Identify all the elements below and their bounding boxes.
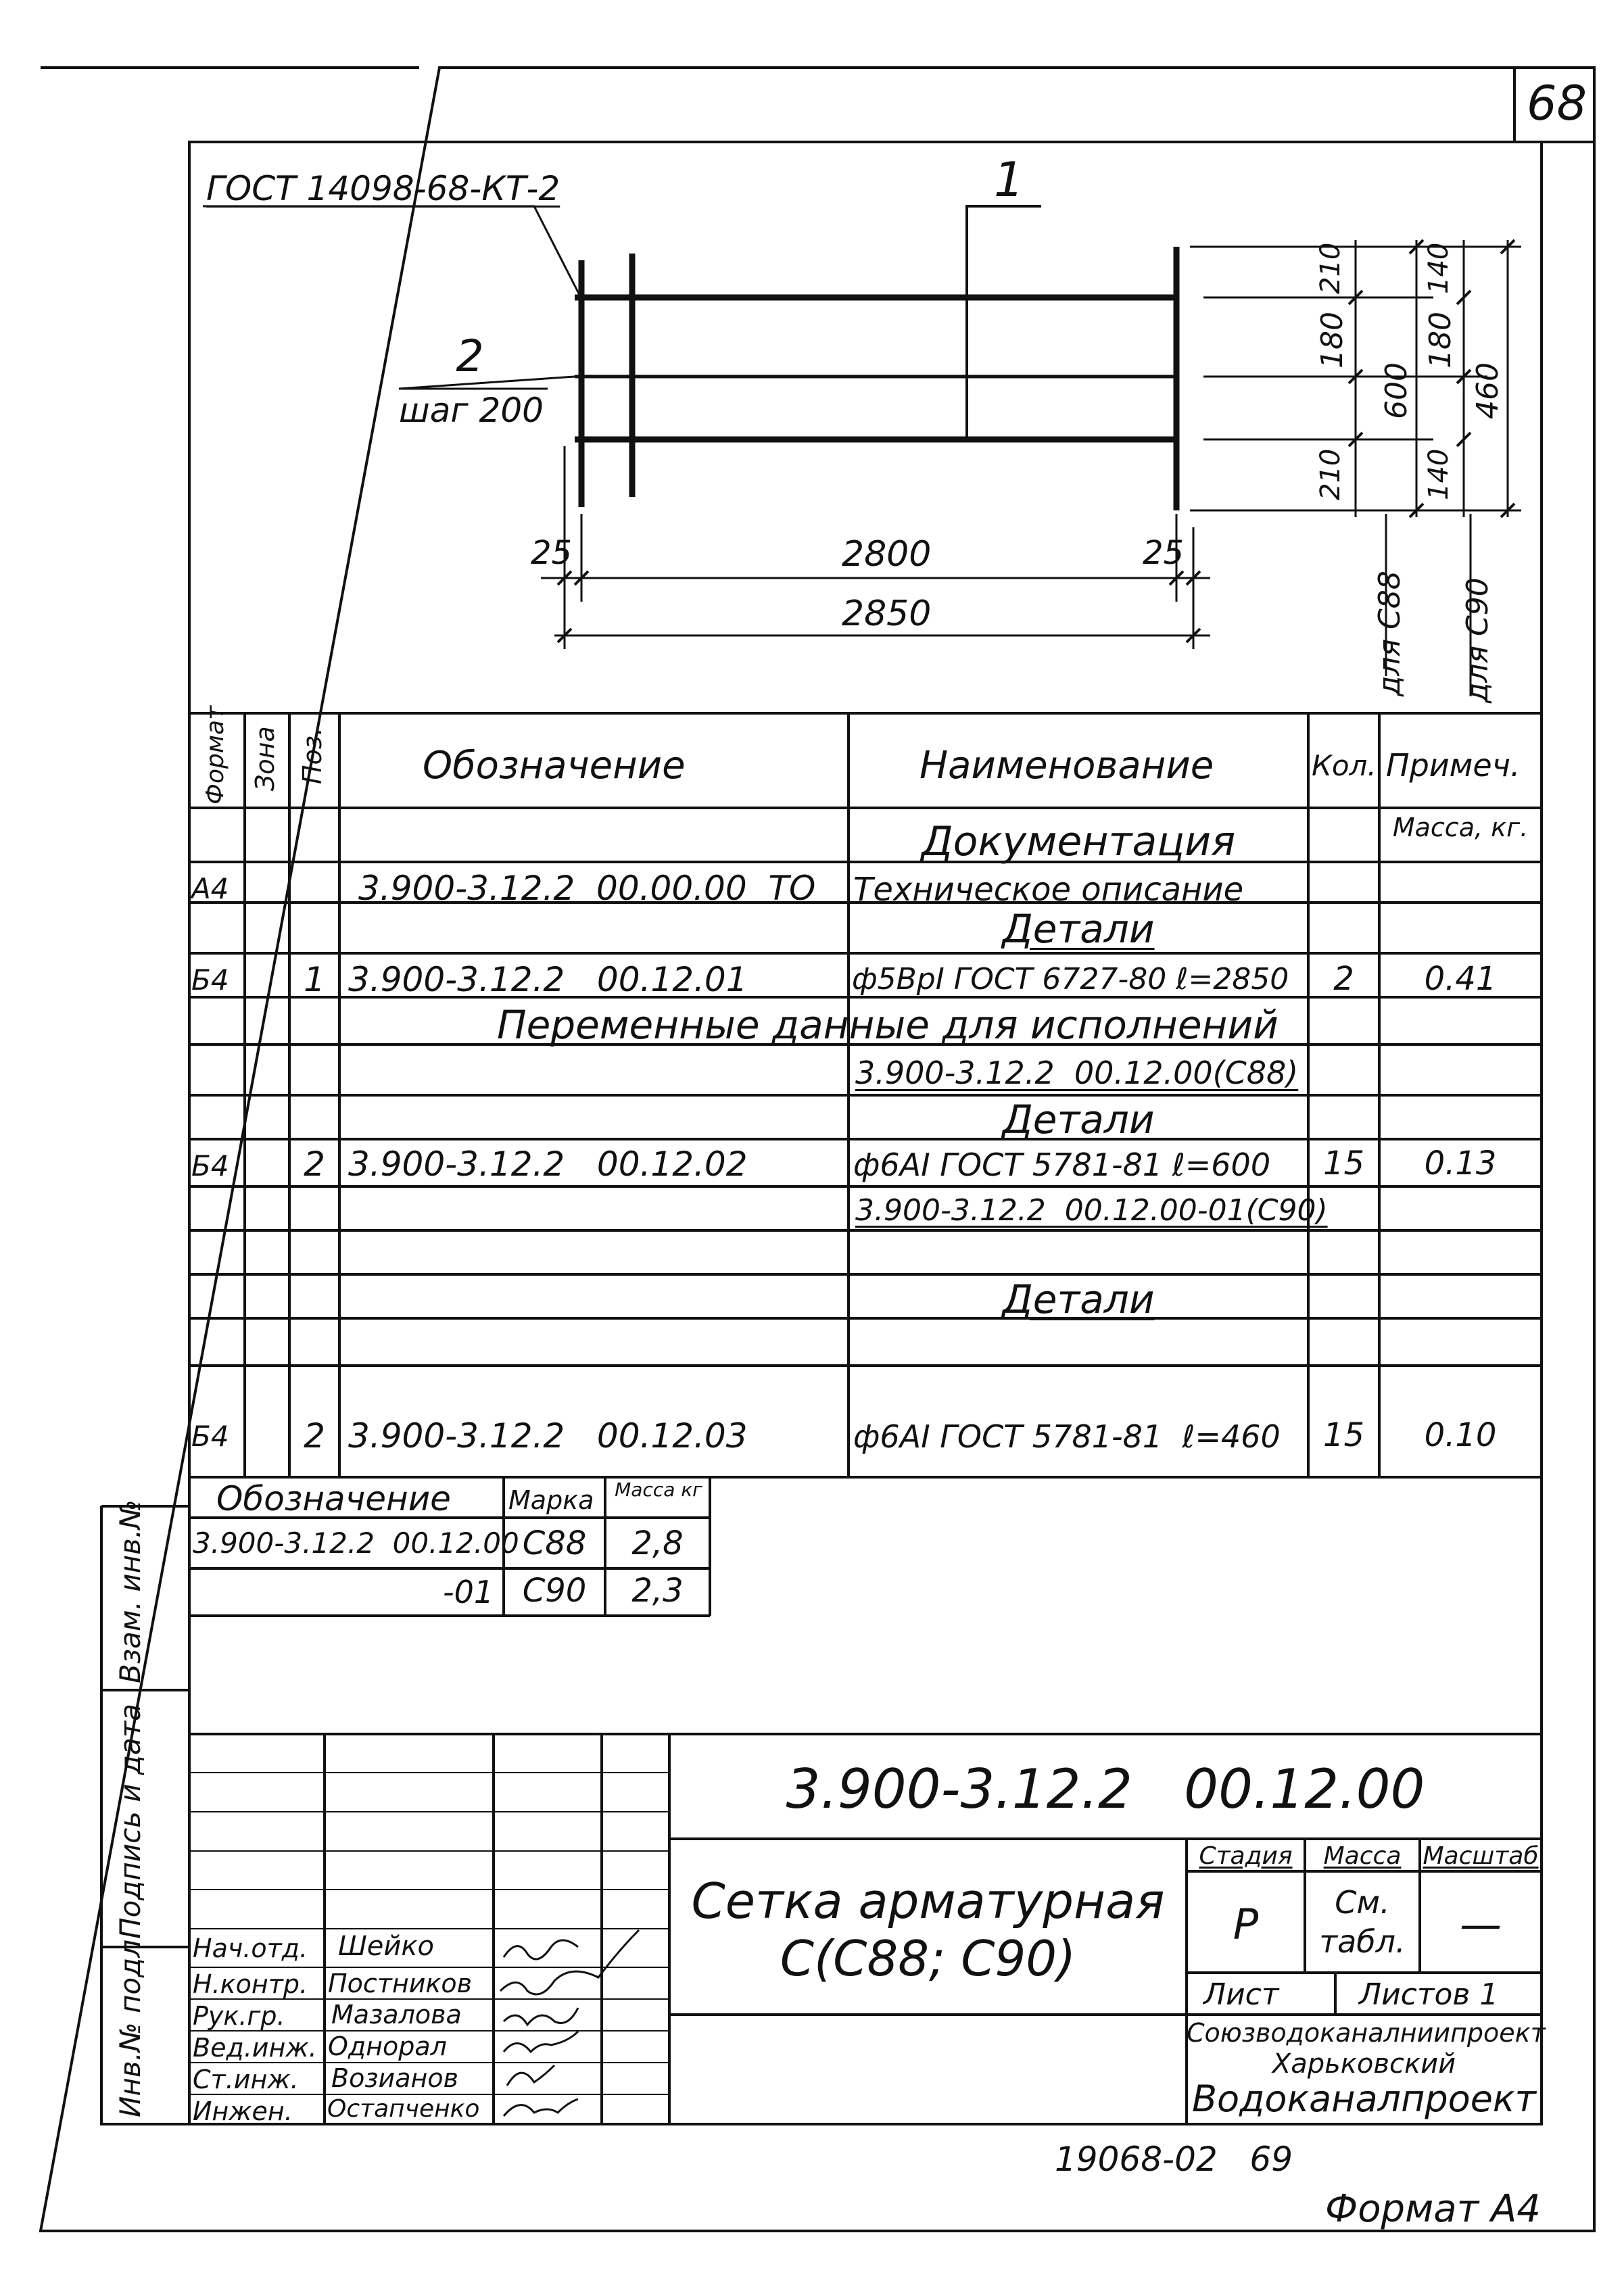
sheets-label: Листов 1 (1359, 1977, 1499, 2012)
note-mass-header: Масса, кг. (1392, 813, 1529, 842)
callout-1: 1 (994, 152, 1024, 208)
section-details: Детали (1002, 906, 1155, 952)
dim-140-top: 140 (1423, 242, 1454, 294)
dim-2850: 2850 (842, 594, 932, 634)
row-designation: 3.900-3.12.2 00.12.02 (348, 1145, 748, 1184)
header-format: Формат (201, 705, 229, 804)
stage-label: Стадия (1199, 1842, 1293, 1870)
dim-180: 180 (1315, 312, 1350, 368)
row-note: 0.13 (1424, 1145, 1497, 1182)
mass-header-designation: Обозначение (216, 1479, 451, 1518)
title-line-2: С(С88; С90) (780, 1930, 1076, 1987)
row-name: Техническое описание (853, 871, 1244, 909)
dim-460: 460 (1471, 362, 1505, 419)
sheet-label: Лист (1203, 1977, 1279, 2012)
organization-line-3: Водоканалпроект (1192, 2077, 1536, 2120)
row-pos: 2 (304, 1416, 325, 1456)
staff-name: Остапченко (327, 2095, 480, 2123)
row-format: Б4 (191, 963, 229, 996)
row-format: Б4 (191, 1420, 229, 1453)
row-designation: 3.900-3.12.2 00.00.00 ТО (358, 869, 816, 908)
row-qty: 2 (1333, 960, 1354, 998)
for-c88-label: для С88 (1372, 571, 1407, 696)
mass-row-mark: С90 (522, 1572, 587, 1610)
variant-c88: 3.900-3.12.2 00.12.00(С88) (855, 1055, 1299, 1091)
variant-c90: 3.900-3.12.2 00.12.00-01(С90) (855, 1193, 1328, 1228)
header-note: Примеч. (1386, 747, 1521, 784)
mass-row-mass: 2,3 (631, 1572, 684, 1610)
mass-row-mass: 2,8 (631, 1524, 684, 1562)
staff-role: Нач.отд. (193, 1933, 308, 1963)
callout-2: 2 (456, 331, 484, 382)
format-label: Формат А4 (1325, 2187, 1541, 2231)
organization-line-2: Харьковский (1272, 2048, 1456, 2080)
row-name: ф5ВрI ГОСТ 6727-80 ℓ=2850 (852, 962, 1289, 996)
section-documentation: Документация (921, 818, 1236, 865)
mass-label: Масса (1323, 1842, 1402, 1870)
section-details: Детали (1002, 1097, 1155, 1143)
mass-header-mass: Масса кг (615, 1479, 702, 1501)
section-details: Детали (1002, 1276, 1155, 1322)
dim-25-right: 25 (1143, 534, 1185, 572)
dim-2800: 2800 (842, 534, 932, 575)
staff-role: Ст.инж. (193, 2065, 299, 2094)
row-name: ф6АI ГОСТ 5781-81 ℓ=460 (853, 1418, 1281, 1455)
row-designation: 3.900-3.12.2 00.12.03 (348, 1416, 748, 1456)
sheet-number: 68 (1527, 76, 1587, 131)
dim-25-left: 25 (531, 534, 573, 572)
header-name: Наименование (920, 744, 1214, 788)
staff-name: Однорал (328, 2032, 447, 2061)
scale-label: Масштаб (1423, 1842, 1539, 1870)
dim-180-b: 180 (1423, 312, 1458, 368)
row-name: ф6АI ГОСТ 5781-81 ℓ=600 (853, 1147, 1271, 1183)
mass-row-mark: С88 (522, 1524, 587, 1562)
mass-row-designation: 3.900-3.12.2 00.12.00 (193, 1527, 519, 1560)
archive-number: 19068-02 69 (1055, 2140, 1293, 2179)
staff-role: Н.контр. (193, 1969, 308, 1999)
staff-name: Постников (328, 1969, 472, 1998)
mass-value: См. табл. (1319, 1884, 1406, 1960)
dim-210-top: 210 (1315, 242, 1346, 294)
weld-standard-label: ГОСТ 14098-68-КТ-2 (206, 169, 560, 208)
row-designation: 3.900-3.12.2 00.12.01 (348, 960, 748, 999)
side-label-replaced-inv: Взам. инв.№ (114, 1499, 147, 1683)
row-qty: 15 (1322, 1145, 1365, 1182)
staff-role: Рук.гр. (193, 2001, 285, 2031)
row-qty: 15 (1322, 1416, 1365, 1454)
row-pos: 2 (304, 1145, 325, 1184)
row-pos: 1 (304, 960, 325, 999)
row-format: Б4 (191, 1149, 229, 1182)
stage-value: Р (1233, 1900, 1259, 1949)
header-pos: Поз. (297, 727, 327, 784)
dim-140-bottom: 140 (1423, 448, 1454, 500)
side-label-inv-podl: Инв.№ подл. (114, 1930, 147, 2117)
header-qty: Кол. (1312, 749, 1377, 782)
staff-role: Вед.инж. (193, 2033, 317, 2063)
row-note: 0.10 (1424, 1416, 1497, 1454)
dim-600: 600 (1379, 362, 1414, 419)
header-zone: Зона (250, 726, 280, 791)
signatures (500, 1930, 639, 2116)
scale-value: — (1460, 1900, 1502, 1949)
staff-name: Мазалова (331, 2000, 462, 2029)
section-variable-data: Переменные данные для исполнений (497, 1002, 1279, 1048)
mass-header-mark: Марка (508, 1485, 594, 1515)
staff-name: Возианов (331, 2063, 458, 2093)
row-note: 0.41 (1424, 960, 1497, 998)
title-line-1: Сетка арматурная (691, 1873, 1165, 1929)
staff-name: Шейко (338, 1931, 435, 1962)
row-format: А4 (191, 872, 229, 905)
for-c90-label: для С90 (1460, 577, 1495, 703)
document-code: 3.900-3.12.2 00.12.00 (786, 1758, 1425, 1821)
dim-210-bottom: 210 (1315, 448, 1346, 500)
header-designation: Обозначение (423, 744, 686, 788)
side-label-signature-date: Подпись и дата (114, 1704, 147, 1939)
staff-role: Инжен. (193, 2096, 293, 2126)
step-label: шаг 200 (399, 391, 544, 430)
organization-line-1: Союзводоканалниипроект (1187, 2018, 1546, 2048)
mass-row-designation: -01 (443, 1574, 494, 1610)
